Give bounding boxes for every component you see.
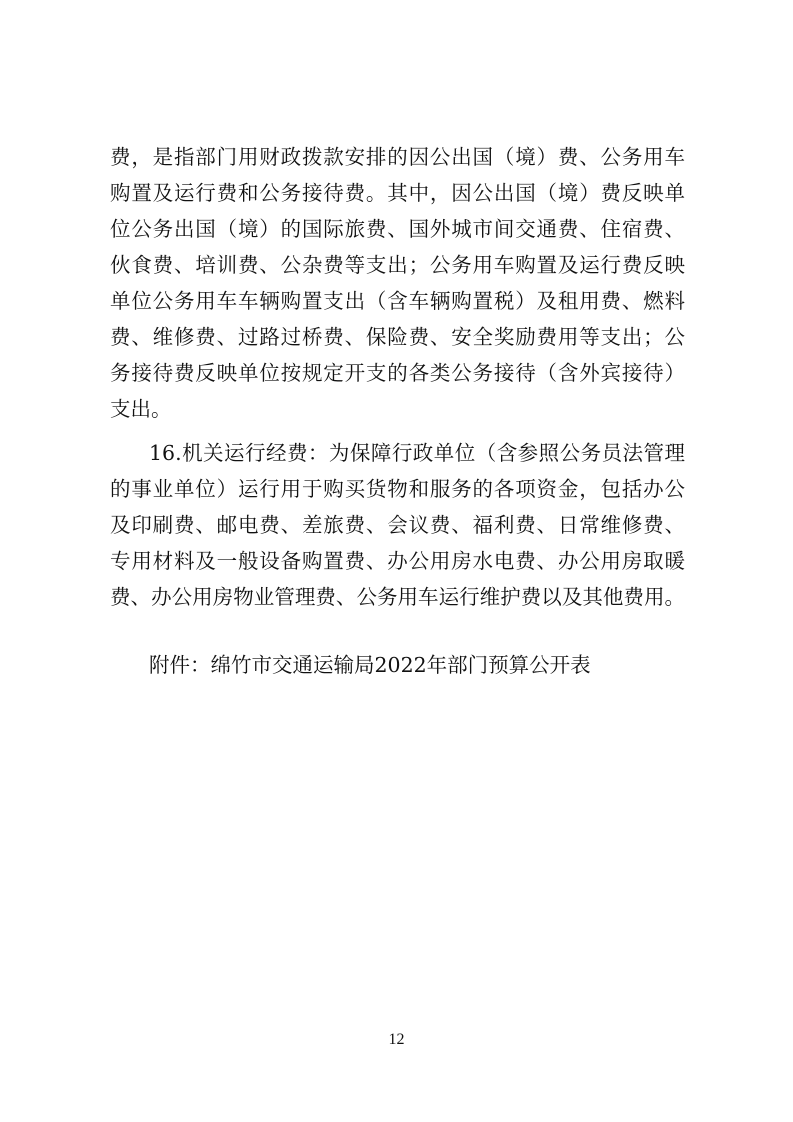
text-line: 的事业单位）运行用于购买货物和服务的各项资金，包括办公 <box>110 477 685 501</box>
text-line: 购置及运行费和公务接待费。其中，因公出国（境）费反映单 <box>110 181 685 205</box>
text-line: 务接待费反映单位按规定开支的各类公务接待（含外宾接待） <box>110 361 685 385</box>
text-line: 单位公务用车车辆购置支出（含车辆购置税）及租用费、燃料 <box>110 289 685 313</box>
text-line: 支出。 <box>110 397 172 421</box>
text-line: 及印刷费、邮电费、差旅费、会议费、福利费、日常维修费、 <box>110 513 685 537</box>
text-line: 16.机关运行经费：为保障行政单位（含参照公务员法管理 <box>149 441 685 465</box>
attachment-note: 附件：绵竹市交通运输局2022年部门预算公开表 <box>149 653 591 677</box>
text-line: 费，是指部门用财政拨款安排的因公出国（境）费、公务用车 <box>110 145 685 169</box>
text-line: 伙食费、培训费、公杂费等支出；公务用车购置及运行费反映 <box>110 253 685 277</box>
text-line: 位公务出国（境）的国际旅费、国外城市间交通费、住宿费、 <box>110 217 685 241</box>
text-line: 费、维修费、过路过桥费、保险费、安全奖励费用等支出；公 <box>110 325 685 349</box>
text-line: 费、办公用房物业管理费、公务用车运行维护费以及其他费用。 <box>110 585 685 609</box>
text-line: 专用材料及一般设备购置费、办公用房水电费、办公用房取暖 <box>110 549 685 573</box>
page-number: 12 <box>388 1031 405 1048</box>
